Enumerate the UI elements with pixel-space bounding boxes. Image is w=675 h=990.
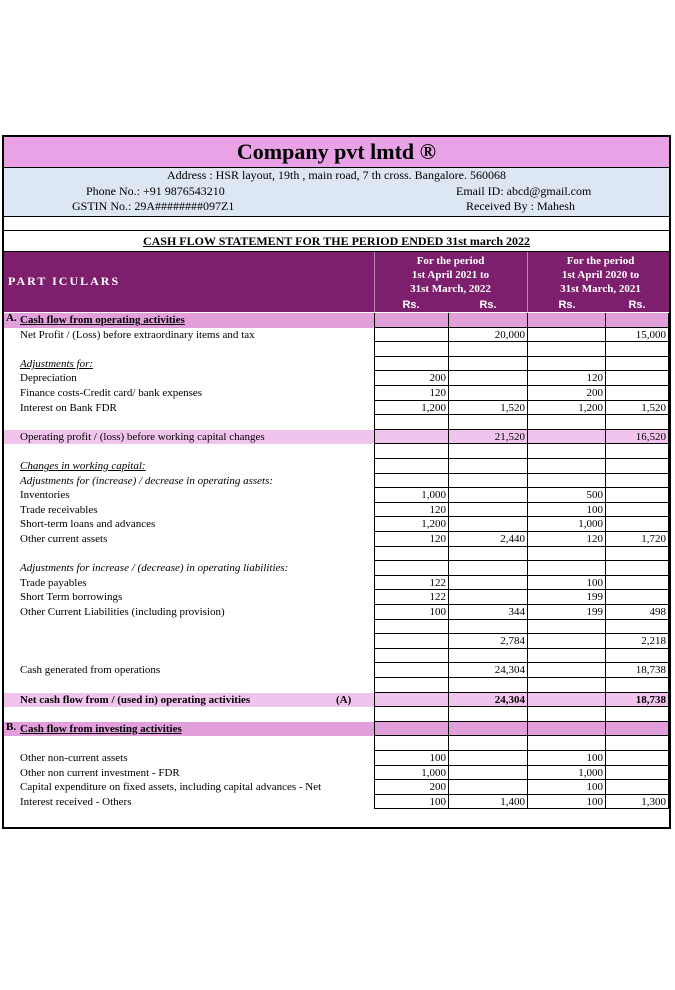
amount-cell <box>374 474 449 489</box>
row-label: Net cash flow from / (used in) operating activities <box>20 693 251 706</box>
amount-cell <box>448 474 528 489</box>
table-row <box>4 401 669 416</box>
amount-cell: 200 <box>527 386 606 401</box>
amount-cell: 120 <box>374 532 449 547</box>
amount-cell: 120 <box>527 371 606 386</box>
amount-cell <box>374 620 449 635</box>
period-2021-line: 31st March, 2021 <box>560 283 641 295</box>
amount-cell: 200 <box>374 780 449 795</box>
period-2021-line: 1st April 2020 to <box>561 269 640 281</box>
column-header-band <box>4 252 669 312</box>
amount-cell <box>374 707 449 722</box>
amount-cell <box>605 342 669 357</box>
table-row <box>4 532 669 547</box>
table-row <box>4 371 669 386</box>
amount-cell: 120 <box>374 386 449 401</box>
amount-cell <box>605 415 669 430</box>
table-row <box>4 736 669 751</box>
amount-cell <box>374 313 449 328</box>
amount-cell <box>605 474 669 489</box>
table-row <box>4 517 669 532</box>
amount-cell <box>374 634 449 649</box>
row-tag: (A) <box>336 693 352 706</box>
table-row <box>4 430 669 445</box>
amount-cell <box>448 766 528 781</box>
amount-cell <box>605 780 669 795</box>
amount-cell: 20,000 <box>448 328 528 343</box>
row-label: Other non-current assets <box>20 752 128 764</box>
row-label: Adjustments for: <box>20 357 94 370</box>
amount-cell <box>374 736 449 751</box>
amount-cell <box>448 503 528 518</box>
gstin-line: GSTIN No.: 29A########097Z1 <box>72 199 235 213</box>
row-label: Trade receivables <box>20 503 98 516</box>
amount-cell <box>605 503 669 518</box>
amount-cell <box>448 517 528 532</box>
table-row <box>4 547 669 562</box>
amount-cell: 100 <box>527 751 606 766</box>
amount-cell <box>605 649 669 664</box>
table-row <box>4 649 669 664</box>
amount-cell <box>374 328 449 343</box>
table-row <box>4 415 669 430</box>
amount-cell: 18,738 <box>605 663 669 678</box>
amount-cell: 199 <box>527 605 606 620</box>
table-row <box>4 503 669 518</box>
amount-cell <box>374 415 449 430</box>
amount-cell <box>605 590 669 605</box>
particulars-heading: PART ICULARS <box>8 274 121 288</box>
rs-heading: Rs. <box>402 299 420 311</box>
table-row <box>4 386 669 401</box>
amount-cell <box>527 313 606 328</box>
amount-cell: 498 <box>605 605 669 620</box>
amount-cell <box>605 488 669 503</box>
amount-cell: 1,300 <box>605 795 669 810</box>
table-row <box>4 766 669 781</box>
table-row <box>4 707 669 722</box>
amount-cell: 100 <box>374 605 449 620</box>
amount-cell <box>605 386 669 401</box>
amount-cell <box>527 736 606 751</box>
period-2021-line: For the period <box>566 255 635 267</box>
amount-cell: 1,520 <box>448 401 528 416</box>
table-row <box>4 634 669 649</box>
amount-cell <box>527 678 606 693</box>
row-label: Adjustments for increase / (decrease) in operating liabilities: <box>20 562 289 575</box>
amount-cell: 1,000 <box>527 766 606 781</box>
row-label: Operating profit / (loss) before working capital changes <box>20 430 265 443</box>
row-label: Cash flow from investing activities <box>20 722 182 735</box>
statement-title: CASH FLOW STATEMENT FOR THE PERIOD ENDED 31st march 2022 <box>4 231 669 252</box>
amount-cell: 1,520 <box>605 401 669 416</box>
row-label: Short Term borrowings <box>20 591 123 604</box>
row-label: Net Profit / (Loss) before extraordinary items and tax <box>20 328 255 341</box>
amount-cell <box>527 707 606 722</box>
amount-cell <box>374 693 449 708</box>
amount-cell <box>605 736 669 751</box>
amount-cell: 2,218 <box>605 634 669 649</box>
phone-line: Phone No.: +91 9876543210 <box>86 184 225 198</box>
amount-cell <box>527 357 606 372</box>
amount-cell: 1,200 <box>527 401 606 416</box>
received-by-line: Received By : Mahesh <box>466 199 575 213</box>
amount-cell: 344 <box>448 605 528 620</box>
amount-cell <box>448 547 528 562</box>
period-2022-line: 31st March, 2022 <box>410 283 491 295</box>
amount-cell: 16,520 <box>605 430 669 445</box>
row-label: Capital expenditure on fixed assets, including capital advances - Net <box>20 781 322 794</box>
amount-cell <box>448 561 528 576</box>
row-label: Interest received - Others <box>20 795 132 808</box>
amount-cell: 100 <box>527 795 606 810</box>
amount-cell: 21,520 <box>448 430 528 445</box>
amount-cell <box>605 547 669 562</box>
amount-cell <box>605 707 669 722</box>
amount-cell <box>527 415 606 430</box>
email-line: Email ID: abcd@gmail.com <box>456 184 592 198</box>
amount-cell <box>527 561 606 576</box>
amount-cell <box>605 620 669 635</box>
rs-heading: Rs. <box>479 299 497 311</box>
amount-cell: 15,000 <box>605 328 669 343</box>
amount-cell <box>605 371 669 386</box>
table-row <box>4 620 669 635</box>
amount-cell: 1,000 <box>374 766 449 781</box>
amount-cell: 199 <box>527 590 606 605</box>
amount-cell <box>448 780 528 795</box>
amount-cell <box>605 576 669 591</box>
amount-cell <box>448 751 528 766</box>
amount-cell: 500 <box>527 488 606 503</box>
period-2022-heading <box>376 254 525 296</box>
amount-cell <box>448 707 528 722</box>
amount-cell <box>605 517 669 532</box>
table-row <box>4 459 669 474</box>
table-row <box>4 328 669 343</box>
amount-cell <box>527 620 606 635</box>
amount-cell <box>448 313 528 328</box>
row-label: Depreciation <box>20 372 77 385</box>
amount-cell <box>448 415 528 430</box>
amount-cell: 1,720 <box>605 532 669 547</box>
amount-cell: 18,738 <box>605 693 669 708</box>
row-label: Cash generated from operations <box>20 664 161 677</box>
amount-cell: 120 <box>527 532 606 547</box>
amount-cell <box>527 328 606 343</box>
table-row <box>4 780 669 795</box>
amount-cell: 1,000 <box>374 488 449 503</box>
table-row <box>4 342 669 357</box>
amount-cell <box>448 444 528 459</box>
amount-cell <box>605 459 669 474</box>
table-row <box>4 605 669 620</box>
table-row <box>4 678 669 693</box>
amount-cell: 1,000 <box>527 517 606 532</box>
table-row <box>4 474 669 489</box>
row-label: Cash flow from operating activities <box>20 314 185 326</box>
amount-cell <box>527 444 606 459</box>
section-letter: A. <box>6 312 17 324</box>
period-2022-line: 1st April 2021 to <box>411 269 490 281</box>
row-label: Adjustments for (increase) / decrease in operating assets: <box>20 474 274 487</box>
amount-cell <box>448 576 528 591</box>
amount-cell <box>374 342 449 357</box>
row-label: Other current assets <box>20 533 108 545</box>
rs-heading: Rs. <box>558 299 576 311</box>
amount-cell: 1,200 <box>374 517 449 532</box>
cash-flow-sheet <box>2 135 671 829</box>
amount-cell <box>527 663 606 678</box>
amount-cell: 2,784 <box>448 634 528 649</box>
amount-cell <box>605 751 669 766</box>
table-row <box>4 590 669 605</box>
amount-cell: 120 <box>374 503 449 518</box>
amount-cell <box>605 444 669 459</box>
amount-cell <box>527 693 606 708</box>
amount-cell <box>448 488 528 503</box>
table-row <box>4 357 669 372</box>
table-row <box>4 444 669 459</box>
table-row <box>4 751 669 766</box>
table-row <box>4 576 669 591</box>
amount-cell <box>605 561 669 576</box>
row-label: Changes in working capital: <box>20 460 146 472</box>
amount-cell <box>605 678 669 693</box>
table-row <box>4 561 669 576</box>
row-label: Other Current Liabilities (including provision) <box>20 606 225 618</box>
amount-cell <box>605 766 669 781</box>
amount-cell <box>448 357 528 372</box>
row-label: Other non current investment - FDR <box>20 766 180 779</box>
table-row <box>4 313 669 328</box>
amount-cell <box>374 430 449 445</box>
amount-cell <box>527 474 606 489</box>
company-name: Company pvt lmtd ® <box>4 137 669 168</box>
amount-cell: 100 <box>527 503 606 518</box>
amount-cell: 24,304 <box>448 693 528 708</box>
amount-cell <box>374 663 449 678</box>
amount-cell <box>448 386 528 401</box>
amount-cell <box>448 736 528 751</box>
table-row <box>4 663 669 678</box>
amount-cell <box>605 722 669 737</box>
table-row <box>4 795 669 810</box>
amount-cell: 1,200 <box>374 401 449 416</box>
row-label: Finance costs-Credit card/ bank expenses <box>20 387 203 399</box>
amount-cell <box>448 590 528 605</box>
period-2021-heading <box>526 254 675 296</box>
spacer-band <box>4 217 669 231</box>
table-row <box>4 693 669 708</box>
amount-cell <box>527 722 606 737</box>
amount-cell <box>448 459 528 474</box>
amount-cell <box>605 357 669 372</box>
amount-cell <box>448 722 528 737</box>
amount-cell <box>527 634 606 649</box>
row-label: Short-term loans and advances <box>20 518 156 531</box>
amount-cell <box>448 678 528 693</box>
table-row <box>4 722 669 737</box>
row-label: Trade payables <box>20 576 87 589</box>
amount-cell <box>374 649 449 664</box>
amount-cell: 100 <box>527 576 606 591</box>
amount-cell <box>527 342 606 357</box>
amount-cell <box>374 678 449 693</box>
amount-cell <box>374 459 449 474</box>
amount-cell <box>527 547 606 562</box>
amount-cell: 1,400 <box>448 795 528 810</box>
amount-cell: 100 <box>527 780 606 795</box>
amount-cell: 122 <box>374 576 449 591</box>
table-row <box>4 488 669 503</box>
contact-block <box>4 168 669 217</box>
amount-cell <box>374 722 449 737</box>
row-label: Inventories <box>20 489 70 502</box>
amount-cell <box>374 357 449 372</box>
amount-cell <box>448 620 528 635</box>
amount-cell <box>448 342 528 357</box>
amount-cell: 2,440 <box>448 532 528 547</box>
amount-cell <box>448 371 528 386</box>
amount-cell: 24,304 <box>448 663 528 678</box>
amount-cell <box>527 459 606 474</box>
amount-cell <box>374 444 449 459</box>
period-2022-line: For the period <box>416 255 485 267</box>
amount-cell <box>527 649 606 664</box>
amount-cell <box>605 313 669 328</box>
amount-cell: 200 <box>374 371 449 386</box>
amount-cell <box>374 561 449 576</box>
amount-cell: 100 <box>374 795 449 810</box>
address-line: Address : HSR layout, 19th , main road, 7 th cross. Bangalore. 560068 <box>167 168 506 182</box>
rs-heading: Rs. <box>628 299 646 311</box>
amount-cell: 122 <box>374 590 449 605</box>
row-label: Interest on Bank FDR <box>20 401 117 414</box>
amount-cell <box>448 649 528 664</box>
section-letter: B. <box>6 720 17 733</box>
amount-cell <box>374 547 449 562</box>
amount-cell: 100 <box>374 751 449 766</box>
header-divider <box>374 252 375 312</box>
amount-cell <box>527 430 606 445</box>
